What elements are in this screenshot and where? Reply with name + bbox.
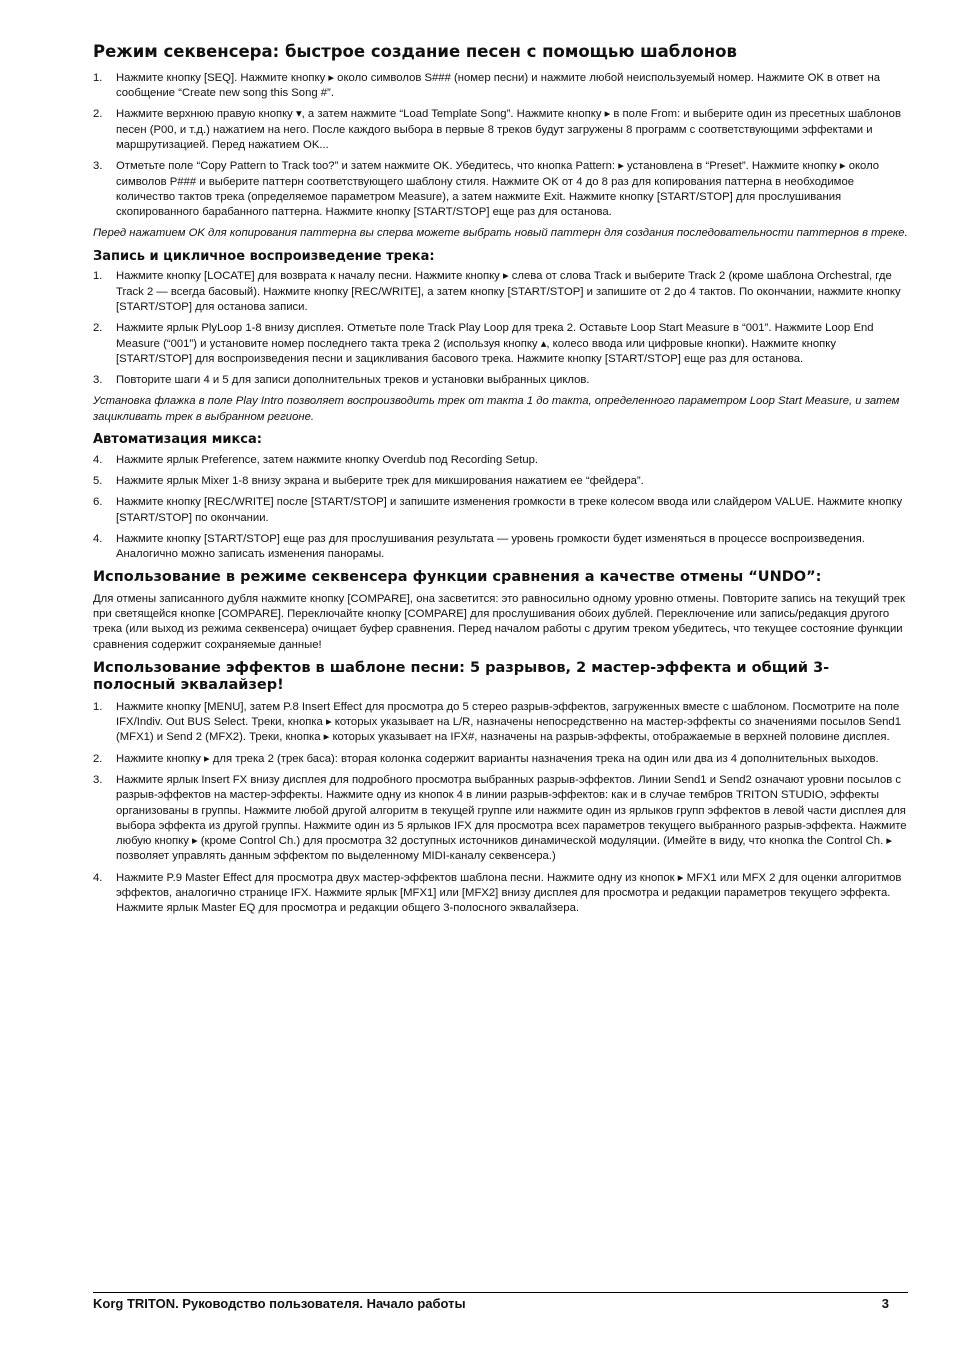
loop-heading: Запись и цикличное воспроизведение трека: — [93, 248, 435, 264]
page-footer — [93, 1292, 908, 1311]
list-item: 3. Отметьте поле “Copy Pattern to Track too?” и затем нажмите OK. Убедитесь, что кнопка Pattern: ▸ установлена в “Preset”. Нажмите кнопку ▸ около символов P### и выберите паттерн соответствующего шаблону стиля. Нажмите OK от 4 до 8 раз для копирования паттерна в необходимое количество тактов трека (определяемое параметром Measure), а затем нажмите Exit. Нажмите кнопку [START/STOP] для прослушивания скопированного барабанного паттерна. Нажмите кнопку [START/STOP] еще раз для останова. — [93, 160, 880, 219]
automation-steps — [93, 453, 908, 563]
list-item: 4. Нажмите P.9 Master Effect для просмотра двух мастер-эффектов шаблона песни. Нажмите одну из кнопок ▸ MFX1 или MFX 2 для оценки алгоритмов эффектов, аналогично странице IFX. Нажмите ярлык [MFX1] или [MFX2] внизу дисплея для просмотра и редакции параметров текущего эффекта. Нажмите ярлык Master EQ для просмотра и редакции общего 3-полосного эквалайзера. — [93, 871, 902, 915]
loop-note: Установка флажка в поле Play Intro позволяет воспроизводить трек от такта 1 до такта, определенного параметром Loop Start Measure, и затем зацикливать трек в выбранном регионе. — [93, 395, 900, 423]
page-number: 3 — [881, 1296, 889, 1311]
list-item: 3. Повторите шаги 4 и 5 для записи дополнительных треков и установки выбранных циклов. — [93, 374, 590, 387]
list-item: 4. Нажмите кнопку [START/STOP] еще раз для прослушивания результата — уровень громкости будет изменяться в процессе воспроизведения. Аналогично можно записать изменения панорамы. — [93, 532, 865, 561]
list-item: 3. Нажмите ярлык Insert FX внизу дисплея для подробного просмотра выбранных разрыв-эффектов. Линии Send1 и Send2 означают уровни посылов с разрыв-эффектов на мастер-эффекты. Нажмите одну из кнопок 4 в линии разрыв-эффектов: как и в случае тембров TRITON STUDIO, эффекты организованы в группы. Нажмите любой другой алгоритм в текущей группе или нажмите один из ярлыков групп эффектов в левой части дисплея для выбора эффекта из другой группы. Нажмите один из 5 ярлыков IFX для просмотра всех параметров текущего выбранного разрыв-эффекта. Нажмите любую кнопку ▸ (кроме Control Ch.) для просмотра 32 доступных источников динамической модуляции. (Имейте в виду, что кнопка the Control Ch. ▸ позволяет управлять данным эффектом по выделенному MIDI-каналу секвенсера.) — [93, 773, 907, 863]
list-item: 6. Нажмите кнопку [REC/WRITE] после [START/STOP] и запишите изменения громкости в треке колесом ввода или слайдером VALUE. Нажмите кнопку [START/STOP] по окончании. — [93, 496, 903, 524]
list-item: 1. Нажмите кнопку [MENU], затем P.8 Insert Effect для просмотра до 5 стерео разрыв-эффектов, загруженных вместе с шаблоном. Посмотрите на поле IFX/Indiv. Out BUS Select. Треки, кнопка ▸ которых указывает на L/R, назначены непосредственно на мастер-эффекты со значениями посылов Send1 (MFX1) и Send 2 (MFX2). Треки, кнопка ▸ которых указывает на IFX#, назначены на разрыв-эффекты, отображаемые в верхней половине дисплея. — [93, 700, 901, 744]
list-item: 2. Нажмите ярлык PlyLoop 1-8 внизу дисплея. Отметьте поле Track Play Loop для трека 2. Оставьте Loop Start Measure в “001”. Нажмите Loop End Measure (“001”) и установите номер последнего такта трека 2 (используя кнопку ▴, колесо ввода или цифровые кнопки). Нажмите кнопку [START/STOP] для воспроизведения песни и зацикливания басового трека. Нажмите кнопку [START/STOP] еще раз для останова. — [93, 322, 874, 365]
automation-heading: Автоматизация микса: — [93, 432, 262, 448]
list-item: 1. Нажмите кнопку [LOCATE] для возврата к началу песни. Нажмите кнопку ▸ слева от слова Track и выберите Track 2 (кроме шаблона Orchestral, где Track 2 — всегда басовый). Нажмите кнопку [REC/WRITE], а затем кнопку [START/STOP] и запишите от 2 до 4 тактов. По окончании, нажмите кнопку [START/STOP] для останова записи. — [93, 270, 901, 313]
intro-note: Перед нажатием OK для копирования паттерна вы сперва можете выбрать новый паттерн для создания последовательности паттернов в треке. — [93, 227, 908, 240]
list-item: 4. Нажмите ярлык Preference, затем нажмите кнопку Overdub под Recording Setup. — [93, 453, 539, 466]
page-title: Режим секвенсера: быстрое создание песен с помощью шаблонов — [93, 42, 737, 61]
list-item: 1. Нажмите кнопку [SEQ]. Нажмите кнопку ▸ около символов S### (номер песни) и нажмите любой неиспользуемый номер. Нажмите OK в ответ на сообщение “Create new song this Song #”. — [93, 71, 881, 100]
list-item: 5. Нажмите ярлык Mixer 1-8 внизу экрана и выберите трек для микширования нажатием ее “фейдера”. — [93, 474, 644, 487]
list-item: 2. Нажмите кнопку ▸ для трека 2 (трек баса): вторая колонка содержит варианты назначения трека на один или два из 4 дополнительных выходов. — [93, 752, 879, 765]
undo-paragraph: Для отмены записанного дубля нажмите кнопку [COMPARE], она засветится: это равносильно одному уровню отмены. Повторите запись на текущий трек при светящейся кнопке [COMPARE]. Переключайте кнопку [COMPARE] для прослушивания обоих дублей. Переключение или запись/редакция другого трека (или выход из режима секвенсера) очищает буфер сравнения. Перед началом работы с другим треком убедитесь, что текущее состояние функции сравнения содержит сохраняемые данные! — [93, 592, 905, 651]
effects-steps — [93, 700, 908, 917]
loop-steps — [93, 269, 908, 388]
effects-heading: Использование эффектов в шаблоне песни: 5 разрывов, 2 мастер-эффекта и общий 3-полосный эквалайзер! — [93, 659, 830, 694]
undo-heading: Использование в режиме секвенсера функции сравнения а качестве отмены “UNDO”: — [93, 569, 822, 586]
intro-steps — [93, 71, 908, 221]
document-page — [93, 42, 908, 923]
list-item: 2. Нажмите верхнюю правую кнопку ▾, а затем нажмите “Load Template Song”. Нажмите кнопку ▸ в поле From: и выберите один из пресетных шаблонов песен (P00, и т.д.) нажатием на него. После каждого выбора в первые 8 треков будут загружены 8 программ с соответствующими эффектами и маршрутизацией. Перед нажатием OK... — [93, 108, 901, 151]
footer-title: Korg TRITON. Руководство пользователя. Начало работы — [93, 1296, 466, 1311]
